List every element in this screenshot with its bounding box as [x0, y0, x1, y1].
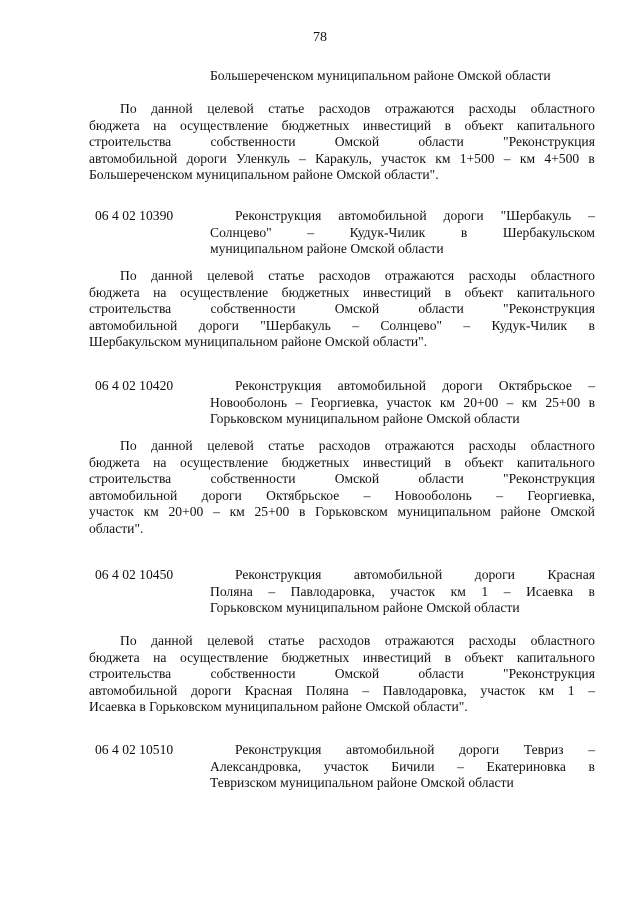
paragraph-line: Шербакульском муниципальном районе Омской области". [89, 334, 428, 349]
entry-title-line: Реконструкция автомобильной дороги Октябрьское – [235, 378, 595, 393]
entry-title-line: Новооболонь – Георгиевка, участок км 20+00 – км 25+00 в [210, 394, 595, 410]
page-number: 78 [313, 30, 327, 45]
entry-title-line: Реконструкция автомобильной дороги Тевриз – [235, 742, 595, 757]
entry-title-line: Поляна – Павлодаровка, участок км 1 – Исаевка в [210, 583, 595, 599]
classification-code: 06 4 02 10510 [95, 742, 174, 757]
paragraph-line: автомобильной дороги Красная Поляна – Павлодаровка, участок км 1 – [89, 682, 595, 698]
paragraph-line: По данной целевой статье расходов отражаются расходы областного [120, 268, 595, 283]
entry-title-line: муниципальном районе Омской области [210, 241, 444, 256]
paragraph-line: строительства собственности Омской области "Реконструкция [89, 666, 595, 681]
paragraph-line: бюджета на осуществление бюджетных инвестиций в объект капитального [89, 649, 595, 665]
entry-title-line: Горьковском муниципальном районе Омской области [210, 600, 520, 615]
paragraph-line: автомобильной дороги "Шербакуль – Солнцево" – Кудук-Чилик в [89, 317, 595, 333]
paragraph-line: строительства собственности Омской области "Реконструкция [89, 301, 595, 316]
paragraph-line: участок км 20+00 – км 25+00 в Горьковском муниципальном районе Омской [89, 504, 595, 519]
classification-code: 06 4 02 10450 [95, 567, 174, 582]
paragraph-line: автомобильной дороги Октябрьское – Новооболонь – Георгиевка, [89, 487, 595, 503]
paragraph-line: Большереченском муниципальном районе Омской области". [89, 167, 439, 182]
paragraph-line: области". [89, 520, 144, 536]
paragraph-line: автомобильной дороги Уленкуль – Каракуль, участок км 1+500 – км 4+500 в [89, 150, 595, 166]
classification-code: 06 4 02 10420 [95, 378, 174, 393]
entry-title-line: Солнцево" – Кудук-Чилик в Шербакульском [210, 224, 595, 240]
paragraph-line: Исаевка в Горьковском муниципальном районе Омской области". [89, 699, 468, 714]
entry-title-line: Горьковском муниципальном районе Омской области [210, 411, 520, 426]
entry-title-line: Тевризском муниципальном районе Омской области [210, 775, 514, 790]
paragraph-line: строительства собственности Омской области "Реконструкция [89, 471, 595, 486]
paragraph-line: бюджета на осуществление бюджетных инвестиций в объект капитального [89, 117, 595, 133]
paragraph-line: По данной целевой статье расходов отражаются расходы областного [120, 101, 595, 116]
paragraph-line: По данной целевой статье расходов отражаются расходы областного [120, 438, 595, 453]
paragraph-line: бюджета на осуществление бюджетных инвестиций в объект капитального [89, 454, 595, 470]
entry-title-line: Александровка, участок Бичили – Екатериновка в [210, 758, 595, 774]
classification-code: 06 4 02 10390 [95, 208, 174, 223]
entry-title-line: Реконструкция автомобильной дороги "Шербакуль – [235, 208, 595, 223]
paragraph-line: бюджета на осуществление бюджетных инвестиций в объект капитального [89, 284, 595, 300]
paragraph-line: строительства собственности Омской области "Реконструкция [89, 134, 595, 149]
paragraph-line: По данной целевой статье расходов отражаются расходы областного [120, 633, 595, 648]
continuation-line: Большереченском муниципальном районе Омской области [210, 68, 551, 83]
entry-title-line: Реконструкция автомобильной дороги Красная [235, 567, 595, 582]
